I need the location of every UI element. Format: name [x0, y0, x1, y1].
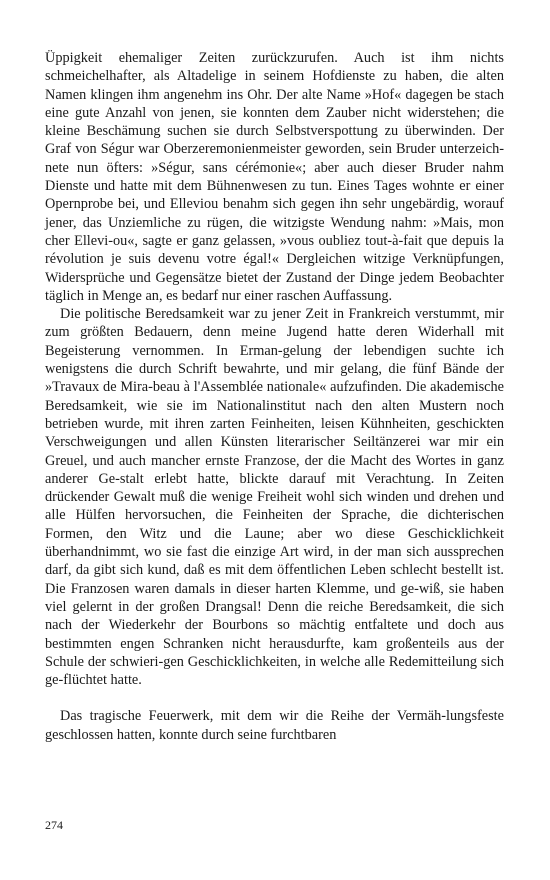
body-text: [45, 49, 504, 744]
paragraph-fireworks: Das tragische Feuerwerk, mit dem wir die Reihe der Vermäh-lungsfeste geschlossen hatten, konnte durch seine furchtbaren: [45, 708, 504, 743]
paragraph-political-eloquence: Die politische Beredsamkeit war zu jener Zeit in Frankreich verstummt, mir zum größten Bedauern, denn meine Jugend hatte deren Widerhall mit Begeisterung vernommen. In Erman-gelung der lebendigen suchte ich wenigstens die durch Schrift bewahrte, und mir gelang, die fünf Bände der »Travaux de Mira-beau à l'Assemblée nationale« aufzufinden. Die akademische Beredsamkeit, wie sie im Nationalinstitut nach den alten Mustern noch betrieben wurde, mit ihren zarten Feinheiten, leisen Kühnheiten, geschickten Verschweigungen und allen Künsten literarischer Seiltänzerei war mir ein Greuel, und auch mancher ernste Franzose, der die Macht des Wortes in ganz anderer Ge-stalt erlebt hatte, blickte darauf mit Verachtung. In Zeiten drückender Gewalt muß die wenige Freiheit wohl sich winden und drehen und alle Hülfen hervorsuchen, die Feinheiten der Sprache, die dichterischen Formen, den Witz und die Laune; aber wo diese Geschicklichkeit überhandnimmt, wo sie fast die einzige Art wird, in der man sich aussprechen darf, da gibt sich kund, daß es mit dem öffentlichen Leben schlecht bestellt ist. Die Franzosen waren damals in dieser harten Klemme, und ge-wiß, sie haben viel gelernt in der großen Drangsal! Denn die reiche Beredsamkeit, die sich nach der Wiederkehr der Bourbons so mächtig entfaltete und doch aus bestimmten engen Schranken nicht herausdurfte, kam großenteils aus der Schule der schwieri-gen Geschicklichkeiten, in welche alle Redemitteilung sich ge-flüchtet hatte.: [45, 306, 504, 689]
paragraph-continuation: Üppigkeit ehemaliger Zeiten zurückzurufen. Auch ist ihm nichts schmeichelhafter, als Altadelige in seinem Hofdienste zu haben, die alten Namen klingen ihm angenehm ins Ohr. Der alte Name »Hof« dagegen be stach eine gute Anzahl von jenen, sie konnten dem Zauber nicht widerstehen; die kleine Beschämung suchen sie durch Selbstverspottung zu überwinden. Der Graf von Ségur war Oberzeremonienmeister geworden, sein Bruder unterzeich-nete nun öfters: »Ségur, sans cérémonie«; aber auch dieser Bruder nahm Dienste und hatte mit dem Bühnenwesen zu tun. Eines Tages wohnte er einer Opernprobe bei, und Elleviou benahm sich gegen ihn sehr ungebärdig, worauf jener, das Unziemliche zu rügen, die witzigste Wendung nahm: »Mais, mon cher Ellevi-ou«, sagte er ganz gelassen, »vous oubliez tout-à-fait que depuis la révolution je suis devenu votre égal!« Dergleichen witzige Verknüpfungen, Widersprüche und Gegensätze bietet der Zustand der Dinge jedem Beobachter täglich in Menge an, es bedarf nur einer raschen Auffassung.: [45, 50, 504, 304]
page-number: 274: [45, 818, 63, 832]
